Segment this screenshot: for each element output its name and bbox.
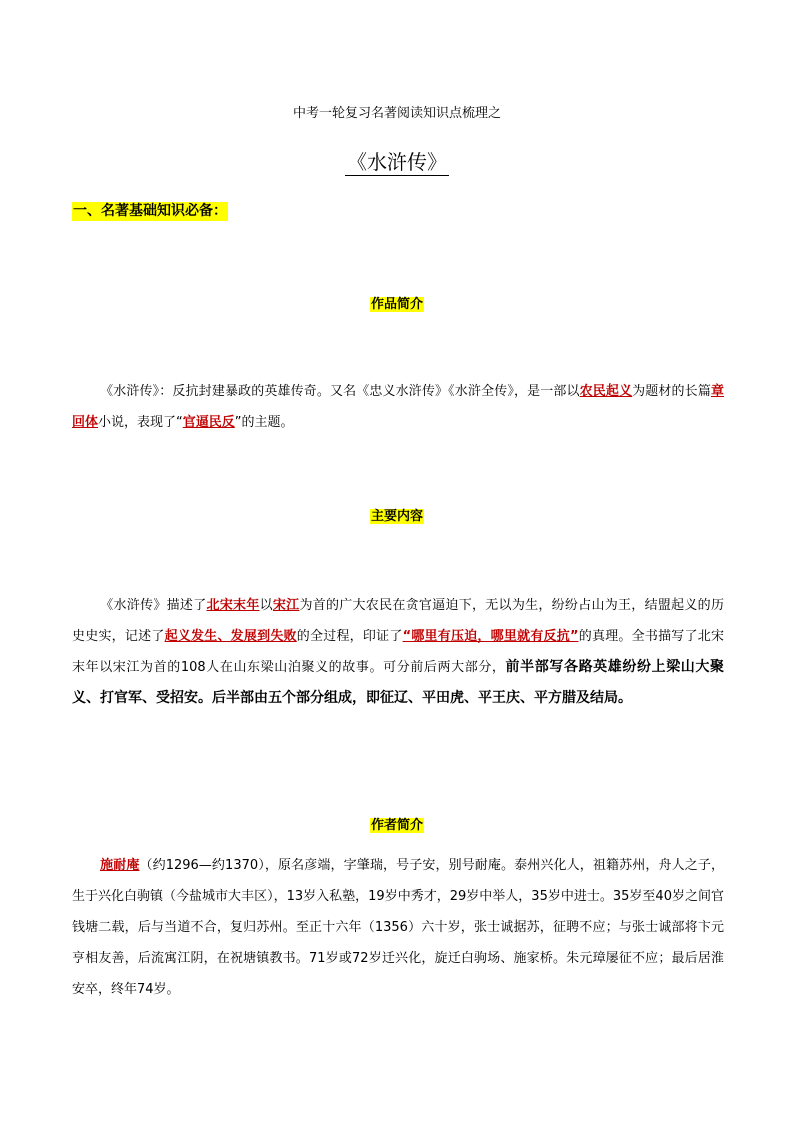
heading-work-intro [0, 293, 794, 312]
content-text-1: 《水浒传》描述了 [100, 598, 207, 613]
heading-author-text: 作者简介 [370, 818, 423, 833]
title-text: 《水浒传》 [347, 150, 447, 174]
keyword-peasant-uprising: 农民起义 [579, 384, 633, 399]
keyword-uprising-process: 起义发生、发展到失败 [164, 629, 297, 644]
intro-text-3: 小说，表现了“ [98, 415, 183, 430]
heading-main-content-text: 主要内容 [370, 509, 423, 524]
intro-text-2: 为题材的长篇 [632, 384, 711, 399]
content-text-5: 的真理。全书描写了北宋末年以宋江为首的108人在山东梁山泊聚义的故事。可分前后两大部分， [72, 629, 724, 675]
paragraph-main-content [72, 590, 724, 714]
heading-author [0, 814, 794, 833]
document-subtitle: 中考一轮复习名著阅读知识点梳理之 [292, 106, 501, 121]
keyword-author-name: 施耐庵 [100, 858, 140, 873]
content-text-2: 以 [259, 598, 273, 613]
keyword-theme: 官逼民反 [182, 415, 235, 430]
document-title [0, 150, 794, 174]
keyword-northern-song: 北宋末年 [206, 598, 260, 613]
author-text-1: （约1296—约1370），原名彦端，字肇瑞，号子安，别号耐庵。泰州兴化人，祖籍苏州，舟人之子，生于兴化白驹镇（今盐城市大丰区），13岁入私塾，19岁中秀才，29岁中举人，35岁中进士。35岁至40岁之间官钱塘二载，后与当道不合，复归苏州。至正十六年（1356）六十岁，张士诚据苏，征聘不应；与张士诚部将卞元亨相友善，后流寓江阴，在祝塘镇教书。71岁或72岁迁兴化，旋迁白驹场、施家桥。朱元璋屡征不应；最后居淮安卒，终年74岁。 [72, 858, 724, 997]
paragraph-work-intro [72, 376, 724, 438]
intro-text-1: 《水浒传》：反抗封建暴政的英雄传奇。又名《忠义水浒传》《水浒全传》，是一部以 [100, 384, 580, 399]
section-heading-basics: 一、名著基础知识必备： [73, 203, 227, 219]
content-text-3: 为首的广大农民在贪官逼迫下，无以为生，纷纷占山为王，结盟起义的历史史实，记述了 [72, 598, 724, 644]
heading-main-content [0, 505, 794, 524]
content-text-4: 的全过程，印证了 [296, 629, 403, 644]
keyword-song-jiang: 宋江 [272, 598, 300, 613]
content-bold-summary: 前半部写各路英雄纷纷上梁山大聚义、打官军、受招安。后半部由五个部分组成，即征辽、平田虎、平王庆、平方腊及结局。 [72, 659, 724, 706]
keyword-chapter-novel: 章回体 [72, 384, 724, 430]
paragraph-author [72, 850, 724, 1005]
heading-work-intro-text: 作品简介 [370, 297, 423, 312]
keyword-oppression-quote: “哪里有压迫，哪里就有反抗” [402, 629, 579, 644]
intro-text-4: ”的主题。 [234, 415, 294, 430]
